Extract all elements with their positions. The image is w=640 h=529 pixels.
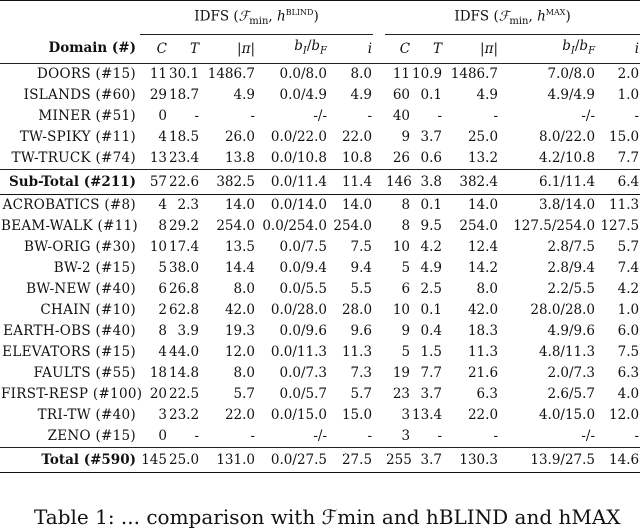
max-iterations-cell: 15.0 <box>609 129 640 145</box>
table-row <box>0 426 640 448</box>
max-plan-length-cell: 12.4 <box>467 239 499 255</box>
blind-bi-bf-cell: 0.0/11.4 <box>256 170 328 195</box>
blind-time-cell: 18.7 <box>169 87 200 103</box>
max-time-cell: 0.1 <box>420 87 443 103</box>
blind-iterations-cell: 5.5 <box>350 281 373 297</box>
max-time-cell: 3.7 <box>420 129 443 145</box>
blind-plan-length-cell: 14.0 <box>224 197 255 213</box>
blind-coverage-cell: 13 <box>149 150 167 166</box>
max-coverage-cell: 8 <box>401 218 411 234</box>
blind-iterations-cell: 11.4 <box>328 170 373 195</box>
max-bi-bf-cell: 8.0/22.0 <box>538 129 596 145</box>
domain-name: BW-NEW (#40) <box>26 281 136 297</box>
max-iterations-cell: 7.7 <box>617 150 640 166</box>
col-header-plan-left: |π| <box>237 40 255 57</box>
max-time-cell: - <box>437 428 443 444</box>
max-time-cell: 2.5 <box>420 281 443 297</box>
table-row <box>0 148 640 170</box>
blind-time-cell: 22.6 <box>168 170 200 195</box>
blind-iterations-cell: 4.9 <box>350 87 373 103</box>
blind-coverage-cell: 29 <box>149 87 167 103</box>
blind-plan-length-cell: 8.0 <box>233 281 255 297</box>
blind-iterations-cell: 254.0 <box>333 218 373 234</box>
max-iterations-cell: 5.7 <box>617 239 640 255</box>
max-time-cell: 0.4 <box>420 323 443 339</box>
blind-plan-length-cell: 42.0 <box>224 302 255 318</box>
max-coverage-cell: 10 <box>392 302 411 318</box>
max-plan-length-cell: 1486.7 <box>443 64 499 86</box>
blind-time-cell: - <box>194 108 199 124</box>
max-bi-bf-cell: 4.2/10.8 <box>538 150 596 166</box>
max-bi-bf-cell: 4.8/11.3 <box>538 344 596 360</box>
blind-plan-length-cell: 19.3 <box>224 323 255 339</box>
blind-time-cell: 29.2 <box>169 218 200 234</box>
table-caption <box>34 505 621 529</box>
max-time-cell: 3.8 <box>411 170 443 195</box>
table-row <box>0 64 640 86</box>
table-row <box>0 300 640 321</box>
blind-coverage-cell: 0 <box>158 108 167 124</box>
blind-coverage-cell: 2 <box>158 302 167 318</box>
subtotal-body <box>0 170 640 195</box>
max-time-cell: 1.5 <box>420 344 443 360</box>
max-plan-length-cell: 14.2 <box>467 260 499 276</box>
max-iterations-cell: 6.4 <box>596 170 640 195</box>
table-row <box>0 363 640 384</box>
blind-coverage-cell: 6 <box>158 281 167 297</box>
blind-time-cell: 26.8 <box>169 281 200 297</box>
domain-name: Sub-Total (#211) <box>0 170 140 195</box>
max-iterations-cell: 4.0 <box>617 386 640 402</box>
blind-time-cell: 25.0 <box>168 448 200 473</box>
blind-bi-bf-cell: 0.0/5.7 <box>279 386 327 402</box>
blind-coverage-cell: 4 <box>158 197 167 213</box>
section-1-body <box>0 64 640 170</box>
blind-time-cell: 30.1 <box>168 64 200 86</box>
max-bi-bf-cell: 3.8/14.0 <box>538 197 596 213</box>
domain-name: MINER (#51) <box>38 108 136 124</box>
blind-coverage-cell: 8 <box>158 323 167 339</box>
max-plan-length-cell: 21.6 <box>467 365 499 381</box>
domain-name: TW-TRUCK (#74) <box>11 150 136 166</box>
max-coverage-cell: 8 <box>401 197 411 213</box>
blind-plan-length-cell: 26.0 <box>224 129 255 145</box>
blind-iterations-cell: 7.3 <box>350 365 373 381</box>
blind-bi-bf-cell: 0.0/4.9 <box>279 87 327 103</box>
blind-iterations-cell: 10.8 <box>341 150 373 166</box>
domain-name: ISLANDS (#60) <box>23 87 136 103</box>
max-plan-length-cell: 22.0 <box>467 407 499 423</box>
blind-time-cell: 2.3 <box>177 197 199 213</box>
domain-name: BW-ORIG (#30) <box>24 239 136 255</box>
blind-bi-bf-cell: 0.0/15.0 <box>270 407 327 423</box>
blind-iterations-cell: 7.5 <box>350 239 373 255</box>
max-plan-length-cell: 382.4 <box>443 170 499 195</box>
blind-iterations-cell: 9.4 <box>350 260 373 276</box>
blind-iterations-cell: 5.7 <box>350 386 373 402</box>
max-bi-bf-cell: -/- <box>581 428 596 444</box>
max-iterations-cell: 7.4 <box>617 260 640 276</box>
col-header-c-left: C <box>156 40 167 57</box>
blind-bi-bf-cell: 0.0/5.5 <box>279 281 327 297</box>
blind-plan-length-cell: - <box>250 108 255 124</box>
domain-name: CHAIN (#10) <box>40 302 136 318</box>
col-header-t-left: T <box>189 40 199 57</box>
blind-plan-length-cell: 1486.7 <box>200 64 256 86</box>
max-coverage-cell: 19 <box>392 365 411 381</box>
blind-coverage-cell: 3 <box>158 407 167 423</box>
max-iterations-cell: 1.0 <box>617 302 640 318</box>
max-plan-length-cell: 254.0 <box>459 218 499 234</box>
max-coverage-cell: 10 <box>392 239 411 255</box>
domain-name: DOORS (#15) <box>0 64 140 86</box>
domain-col-header: Domain (#) <box>48 40 136 57</box>
blind-plan-length-cell: 4.9 <box>233 87 255 103</box>
table-row <box>0 405 640 426</box>
max-coverage-cell: 146 <box>385 170 411 195</box>
blind-bi-bf-cell: 0.0/8.0 <box>256 64 328 86</box>
blind-bi-bf-cell: 0.0/254.0 <box>262 218 327 234</box>
blind-plan-length-cell: 13.8 <box>224 150 255 166</box>
max-plan-length-cell: 42.0 <box>467 302 499 318</box>
blind-time-cell: 44.0 <box>169 344 200 360</box>
max-time-cell: 13.4 <box>412 407 443 423</box>
domain-name: Total (#590) <box>0 448 140 473</box>
blind-time-cell: 38.0 <box>169 260 200 276</box>
blind-bi-bf-cell: 0.0/10.8 <box>270 150 327 166</box>
blind-bi-bf-cell: 0.0/7.5 <box>279 239 327 255</box>
blind-time-cell: - <box>194 428 199 444</box>
max-plan-length-cell: 25.0 <box>467 129 499 145</box>
domain-name: BW-2 (#15) <box>53 260 136 276</box>
max-iterations-cell: - <box>634 108 640 124</box>
max-plan-length-cell: - <box>493 108 499 124</box>
max-time-cell: 3.7 <box>411 448 443 473</box>
blind-iterations-cell: 11.3 <box>341 344 373 360</box>
blind-plan-length-cell: 382.5 <box>200 170 256 195</box>
blind-iterations-cell: 22.0 <box>341 129 373 145</box>
table-row <box>0 258 640 279</box>
col-header-t-right: T <box>433 40 443 57</box>
blind-bi-bf-cell: 0.0/9.6 <box>279 323 327 339</box>
blind-time-cell: 23.4 <box>169 150 200 166</box>
blind-plan-length-cell: - <box>250 428 255 444</box>
max-bi-bf-cell: 13.9/27.5 <box>499 448 596 473</box>
domain-name: TW-SPIKY (#11) <box>19 129 136 145</box>
max-plan-length-cell: 18.3 <box>467 323 499 339</box>
max-time-cell: - <box>437 108 443 124</box>
subtotal-row <box>0 170 640 195</box>
table-row <box>0 216 640 237</box>
max-plan-length-cell: 130.3 <box>443 448 499 473</box>
max-plan-length-cell: 4.9 <box>476 87 499 103</box>
max-bi-bf-cell: 2.0/7.3 <box>547 365 596 381</box>
max-time-cell: 4.2 <box>420 239 443 255</box>
max-plan-length-cell: - <box>493 428 499 444</box>
column-header-row <box>0 35 640 64</box>
max-bi-bf-cell: 127.5/254.0 <box>513 218 596 234</box>
table-row <box>0 127 640 148</box>
max-coverage-cell: 9 <box>401 129 411 145</box>
blind-plan-length-cell: 254.0 <box>216 218 255 234</box>
max-time-cell: 0.1 <box>420 197 443 213</box>
blind-bi-bf-cell: 0.0/27.5 <box>256 448 328 473</box>
blind-bi-bf-cell: 0.0/14.0 <box>270 197 327 213</box>
domain-name: TRI-TW (#40) <box>37 407 136 423</box>
blind-time-cell: 22.5 <box>169 386 200 402</box>
table-row <box>0 106 640 127</box>
blind-time-cell: 18.5 <box>169 129 200 145</box>
max-plan-length-cell: 8.0 <box>476 281 499 297</box>
domain-name: EARTH-OBS (#40) <box>3 323 136 339</box>
max-iterations-cell: 6.0 <box>617 323 640 339</box>
domain-name: ELEVATORS (#15) <box>2 344 136 360</box>
blind-coverage-cell: 20 <box>149 386 167 402</box>
domain-name: FIRST-RESP (#100) <box>1 386 143 402</box>
blind-plan-length-cell: 13.5 <box>224 239 255 255</box>
max-coverage-cell: 11 <box>385 64 411 86</box>
col-header-i-right: i <box>634 40 640 57</box>
max-bi-bf-cell: 4.0/15.0 <box>538 407 596 423</box>
max-plan-length-cell: 6.3 <box>476 386 499 402</box>
max-bi-bf-cell: 6.1/11.4 <box>499 170 596 195</box>
max-time-cell: 0.1 <box>420 302 443 318</box>
blind-bi-bf-cell: 0.0/7.3 <box>279 365 327 381</box>
table-row <box>0 321 640 342</box>
col-header-bibf-left: $b_I/b_F$ <box>294 38 327 57</box>
table-row <box>0 237 640 258</box>
max-iterations-cell: 1.0 <box>617 87 640 103</box>
domain-name: ZENO (#15) <box>47 428 136 444</box>
blind-iterations-cell: 28.0 <box>341 302 373 318</box>
section-2-body <box>0 195 640 448</box>
max-coverage-cell: 40 <box>392 108 411 124</box>
max-iterations-cell: 6.3 <box>617 365 640 381</box>
table-row <box>0 384 640 405</box>
max-bi-bf-cell: 2.8/7.5 <box>547 239 596 255</box>
group-header-row <box>0 1 640 35</box>
max-time-cell: 10.9 <box>411 64 443 86</box>
max-plan-length-cell: 11.3 <box>467 344 499 360</box>
max-coverage-cell: 9 <box>401 323 411 339</box>
max-coverage-cell: 23 <box>392 386 411 402</box>
max-coverage-cell: 60 <box>392 87 411 103</box>
blind-time-cell: 17.4 <box>169 239 200 255</box>
max-coverage-cell: 3 <box>401 407 411 423</box>
max-iterations-cell: 2.0 <box>596 64 640 86</box>
blind-iterations-cell: - <box>367 108 373 124</box>
blind-time-cell: 14.8 <box>169 365 200 381</box>
max-bi-bf-cell: -/- <box>581 108 596 124</box>
blind-plan-length-cell: 14.4 <box>224 260 255 276</box>
blind-iterations-cell: 27.5 <box>328 448 373 473</box>
total-row <box>0 448 640 473</box>
blind-bi-bf-cell: 0.0/9.4 <box>279 260 327 276</box>
group-title-max: IDFS (ℱ$_{min}$, $h^{MAX}$) <box>385 1 640 35</box>
max-bi-bf-cell: 28.0/28.0 <box>530 302 596 318</box>
blind-coverage-cell: 18 <box>149 365 167 381</box>
blind-iterations-cell: 15.0 <box>341 407 373 423</box>
max-time-cell: 3.7 <box>420 386 443 402</box>
blind-time-cell: 3.9 <box>177 323 199 339</box>
max-iterations-cell: 127.5 <box>600 218 640 234</box>
max-bi-bf-cell: 4.9/4.9 <box>547 87 596 103</box>
max-coverage-cell: 26 <box>392 150 411 166</box>
blind-coverage-cell: 10 <box>149 239 167 255</box>
blind-plan-length-cell: 131.0 <box>200 448 256 473</box>
max-bi-bf-cell: 2.2/5.5 <box>547 281 596 297</box>
max-coverage-cell: 3 <box>401 428 411 444</box>
blind-coverage-cell: 11 <box>140 64 168 86</box>
blind-coverage-cell: 5 <box>158 260 167 276</box>
blind-plan-length-cell: 8.0 <box>233 365 255 381</box>
col-header-c-right: C <box>399 40 411 57</box>
table-row <box>0 85 640 106</box>
blind-coverage-cell: 145 <box>140 448 168 473</box>
max-coverage-cell: 6 <box>401 281 411 297</box>
max-bi-bf-cell: 2.8/9.4 <box>547 260 596 276</box>
domain-name: FAULTS (#55) <box>33 365 136 381</box>
max-bi-bf-cell: 2.6/5.7 <box>547 386 596 402</box>
blind-time-cell: 23.2 <box>169 407 200 423</box>
blind-iterations-cell: - <box>367 428 373 444</box>
group-title-blind: IDFS (ℱ$_{min}$, $h^{BLIND}$) <box>140 1 373 35</box>
max-time-cell: 7.7 <box>420 365 443 381</box>
blind-coverage-cell: 8 <box>158 218 167 234</box>
max-bi-bf-cell: 7.0/8.0 <box>499 64 596 86</box>
blind-plan-length-cell: 12.0 <box>224 344 255 360</box>
max-coverage-cell: 5 <box>401 260 411 276</box>
max-iterations-cell: 4.2 <box>617 281 640 297</box>
table-row <box>0 342 640 363</box>
max-iterations-cell: 11.3 <box>609 197 640 213</box>
blind-plan-length-cell: 22.0 <box>224 407 255 423</box>
blind-bi-bf-cell: 0.0/22.0 <box>270 129 327 145</box>
max-plan-length-cell: 14.0 <box>467 197 499 213</box>
domain-name: BEAM-WALK (#11) <box>1 218 138 234</box>
domain-name: ACROBATICS (#8) <box>2 197 136 213</box>
blind-coverage-cell: 4 <box>158 129 167 145</box>
max-coverage-cell: 5 <box>401 344 411 360</box>
blind-iterations-cell: 14.0 <box>341 197 373 213</box>
blind-iterations-cell: 9.6 <box>350 323 373 339</box>
max-bi-bf-cell: 4.9/9.6 <box>547 323 596 339</box>
max-iterations-cell: 7.5 <box>617 344 640 360</box>
max-iterations-cell: - <box>634 428 640 444</box>
max-plan-length-cell: 13.2 <box>467 150 499 166</box>
blind-bi-bf-cell: 0.0/28.0 <box>270 302 327 318</box>
col-header-bibf-right: $b_I/b_F$ <box>562 38 596 57</box>
max-time-cell: 9.5 <box>420 218 443 234</box>
blind-bi-bf-cell: -/- <box>313 428 327 444</box>
max-iterations-cell: 14.6 <box>596 448 640 473</box>
blind-coverage-cell: 4 <box>158 344 167 360</box>
blind-coverage-cell: 0 <box>158 428 167 444</box>
blind-bi-bf-cell: -/- <box>313 108 327 124</box>
col-header-i-left: i <box>367 40 373 57</box>
blind-plan-length-cell: 5.7 <box>233 386 255 402</box>
table-row <box>0 195 640 217</box>
total-body <box>0 448 640 473</box>
table-row <box>0 279 640 300</box>
blind-iterations-cell: 8.0 <box>328 64 373 86</box>
max-time-cell: 0.6 <box>420 150 443 166</box>
max-iterations-cell: 12.0 <box>609 407 640 423</box>
blind-bi-bf-cell: 0.0/11.3 <box>270 344 327 360</box>
max-time-cell: 4.9 <box>420 260 443 276</box>
caption-text: Table 1: ... comparison with ℱmin and hBLIND and hMAX <box>34 505 621 529</box>
blind-coverage-cell: 57 <box>140 170 168 195</box>
max-coverage-cell: 255 <box>385 448 411 473</box>
blind-time-cell: 62.8 <box>169 302 200 318</box>
col-header-plan-right: |π| <box>480 40 499 57</box>
